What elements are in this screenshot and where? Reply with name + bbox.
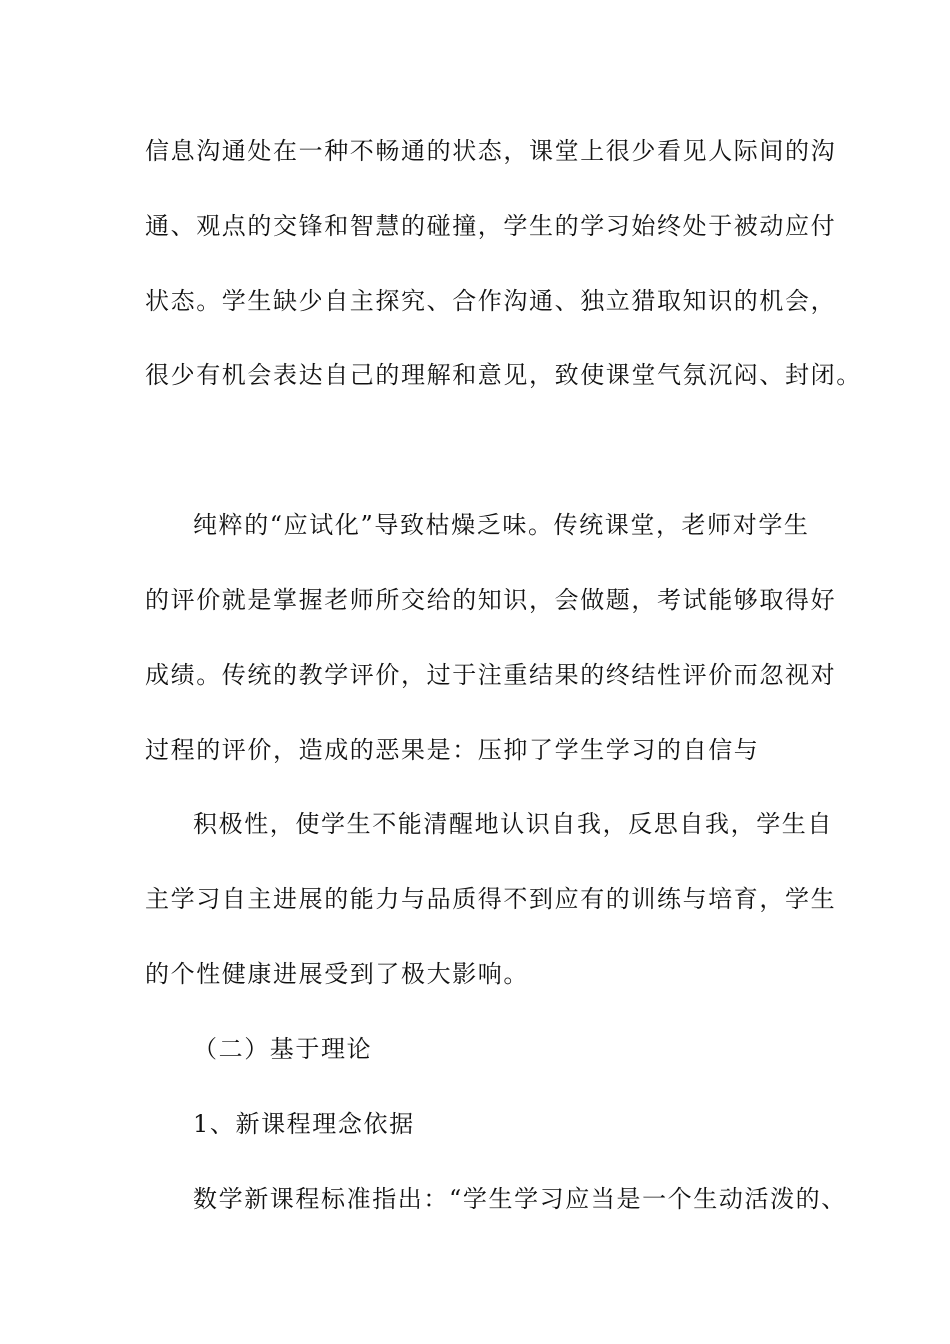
paragraph-line: 的评价就是掌握老师所交给的知识，会做题，考试能够取得好	[145, 586, 837, 614]
section-heading: （二）基于理论	[193, 1035, 373, 1063]
paragraph-line: 成绩。传统的教学评价，过于注重结果的终结性评价而忽视对	[145, 661, 837, 689]
paragraph-line: 数学新课程标准指出：“学生学习应当是一个生动活泼的、	[193, 1185, 847, 1213]
paragraph-line: 主学习自主进展的能力与品质得不到应有的训练与培育，学生	[145, 885, 837, 913]
paragraph-line: 很少有机会表达自己的理解和意见，致使课堂气氛沉闷、封闭。	[145, 361, 862, 389]
paragraph-line: 信息沟通处在一种不畅通的状态，课堂上很少看见人际间的沟	[145, 137, 837, 165]
paragraph-line: 的个性健康进展受到了极大影响。	[145, 960, 529, 988]
paragraph-line: 状态。学生缺少自主探究、合作沟通、独立猎取知识的机会，	[145, 287, 837, 315]
paragraph-line: 纯粹的“应试化”导致枯燥乏味。传统课堂，老师对学生	[193, 511, 810, 539]
paragraph-line: 过程的评价，造成的恶果是：压抑了学生学习的自信与	[145, 736, 760, 764]
paragraph-line: 通、观点的交锋和智慧的碰撞，学生的学习始终处于被动应付	[145, 212, 837, 240]
subsection-heading: 1、新课程理念依据	[193, 1110, 415, 1138]
paragraph-line: 积极性，使学生不能清醒地认识自我，反思自我，学生自	[193, 810, 833, 838]
